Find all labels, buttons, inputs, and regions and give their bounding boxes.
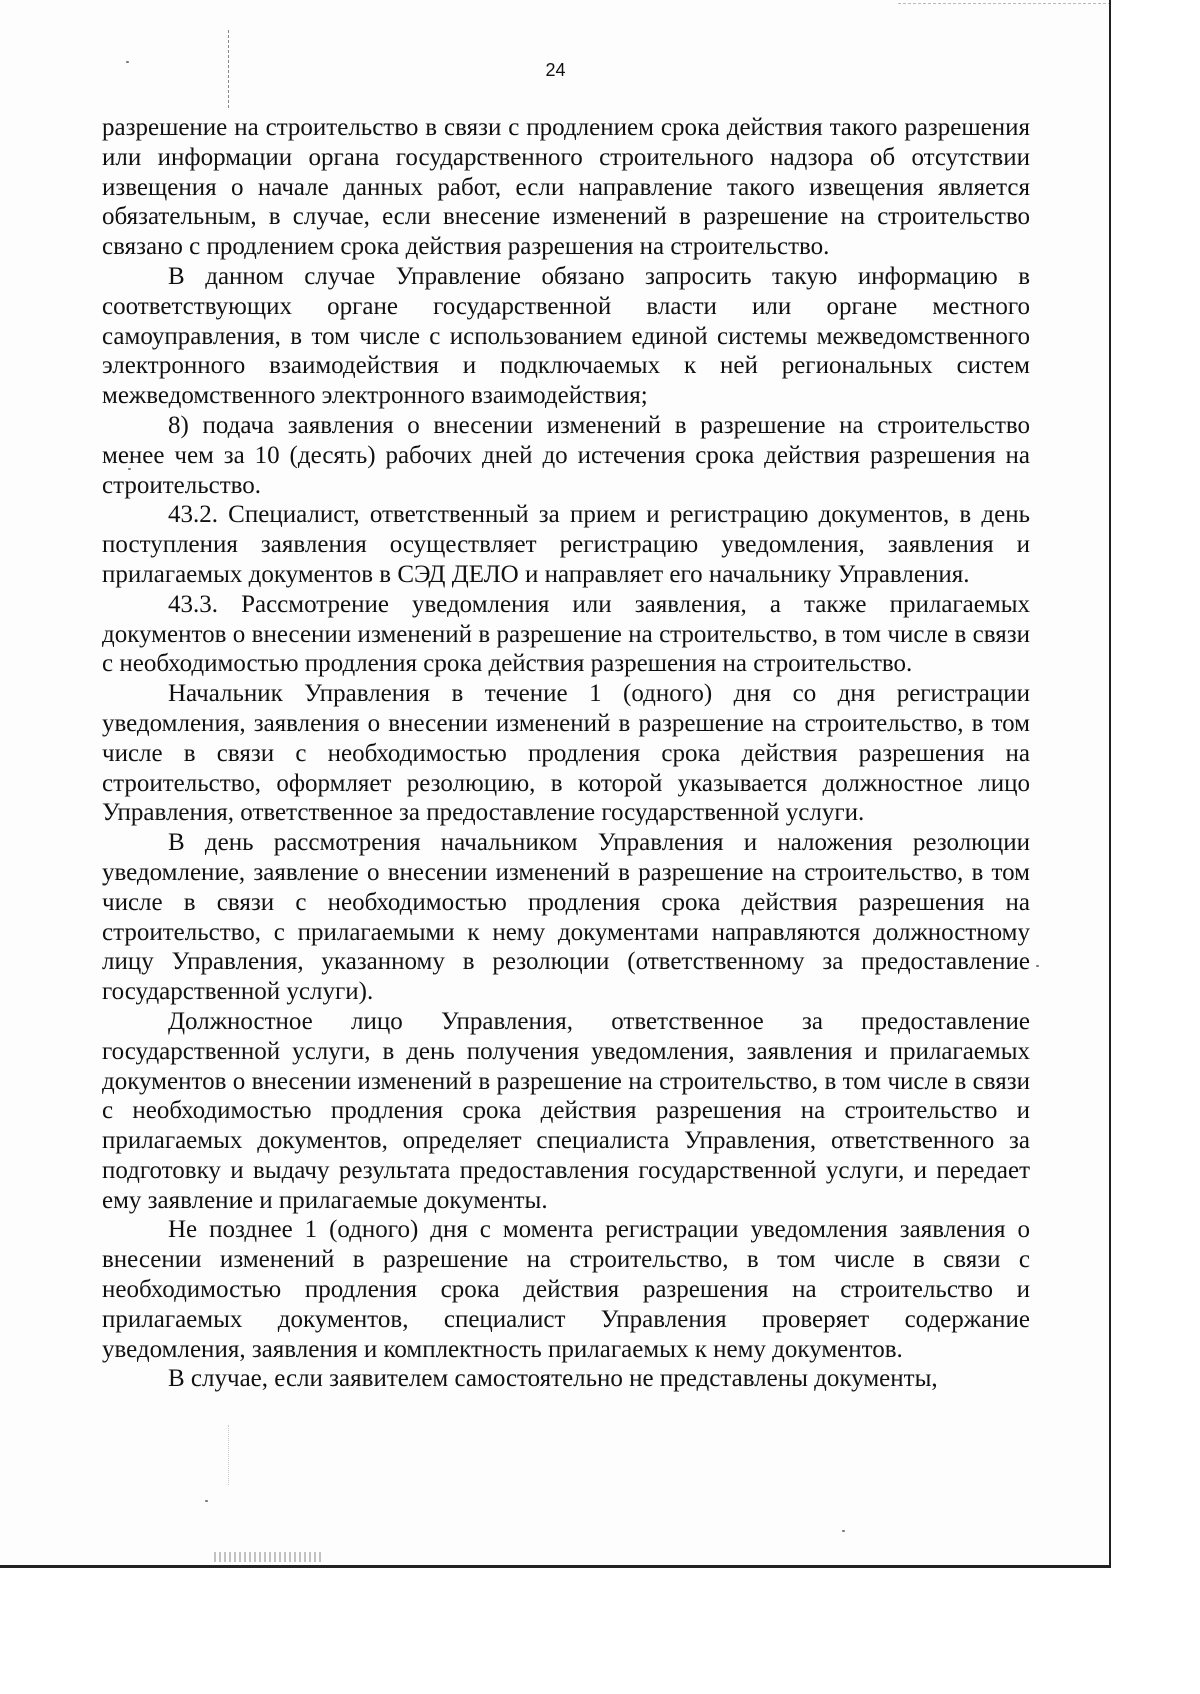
paragraph: разрешение на строительство в связи с продлением срока действия такого разрешения или информации органа государственного строительного надзора об отсутствии извещения о начале данных работ, если направление такого извещения является обязательным, в случае, если внесение изменений в разрешение на строительство связано с продлением срока действия разрешения на строительство. (102, 114, 1030, 261)
scan-fold-mark-lower (228, 1425, 229, 1485)
paragraph: В данном случае Управление обязано запросить такую информацию в соответствующих органе государственной власти или органе местного самоуправления, в том числе с использованием единой системы межведомственного электронного взаимодействия и подключаемых к ней региональных систем межведомственного электронного взаимодействия; (102, 262, 1030, 410)
paragraph: В день рассмотрения начальником Управления и наложения резолюции уведомление, заявление о внесении изменений в разрешение на строительство, в том числе в связи с необходимостью продления срока действия разрешения на строительство, с прилагаемыми к нему документами направляются должностному лицу Управления, указанному в резолюции (ответственному за предоставление государственной услуги). (102, 829, 1030, 1006)
scan-edge-top (898, 0, 1111, 4)
scan-edge-right (1109, 0, 1111, 1568)
document-body (102, 113, 1030, 1394)
paragraph: В случае, если заявителем самостоятельно не представлены документы, (168, 1365, 938, 1393)
scan-speck (842, 1530, 845, 1532)
paragraph: Должностное лицо Управления, ответственное за предоставление государственной услуги, в день получения уведомления, заявления и прилагаемых документов о внесении изменений в разрешение на строительство, в том числе в связи с необходимостью продления срока действия разрешения на строительство и прилагаемых документов, определяет специалиста Управления, ответственного за подготовку и выдачу результата предоставления государственной услуги, и передает ему заявление и прилагаемые документы. (102, 1007, 1030, 1214)
scan-edge-bottom (0, 1565, 1111, 1568)
paragraph: Не позднее 1 (одного) дня с момента регистрации уведомления заявления о внесении изменений в разрешение на строительство, в том числе в связи с необходимостью продления срока действия разрешения на строительство и прилагаемых документов, специалист Управления проверяет содержание уведомления, заявления и комплектность прилагаемых к нему документов. (102, 1216, 1030, 1363)
paragraph: Начальник Управления в течение 1 (одного) дня со дня регистрации уведомления, заявления о внесении изменений в разрешение на строительство, в том числе в связи с необходимостью продления срока действия разрешения на строительство, оформляет резолюцию, в которой указывается должностное лицо Управления, ответственное за предоставление государственной услуги. (102, 680, 1030, 827)
scan-speck (205, 1500, 208, 1502)
scan-speck (1036, 965, 1039, 967)
paragraph: 8) подача заявления о внесении изменений в разрешение на строительство менее чем за 10 (десять) рабочих дней до истечения срока действия разрешения на строительство. (102, 411, 1030, 499)
paragraph: 43.3. Рассмотрение уведомления или заявления, а также прилагаемых документов о внесении изменений в разрешение на строительство, в том числе в связи с необходимостью продления срока действия разрешения на строительство. (102, 590, 1030, 678)
page-number: 24 (545, 60, 566, 80)
scan-smudge (214, 1552, 324, 1562)
paragraph: 43.2. Специалист, ответственный за прием и регистрацию документов, в день поступления заявления осуществляет регистрацию уведомления, заявления и прилагаемых документов в СЭД ДЕЛО и направляет его начальнику Управления. (102, 501, 1030, 588)
